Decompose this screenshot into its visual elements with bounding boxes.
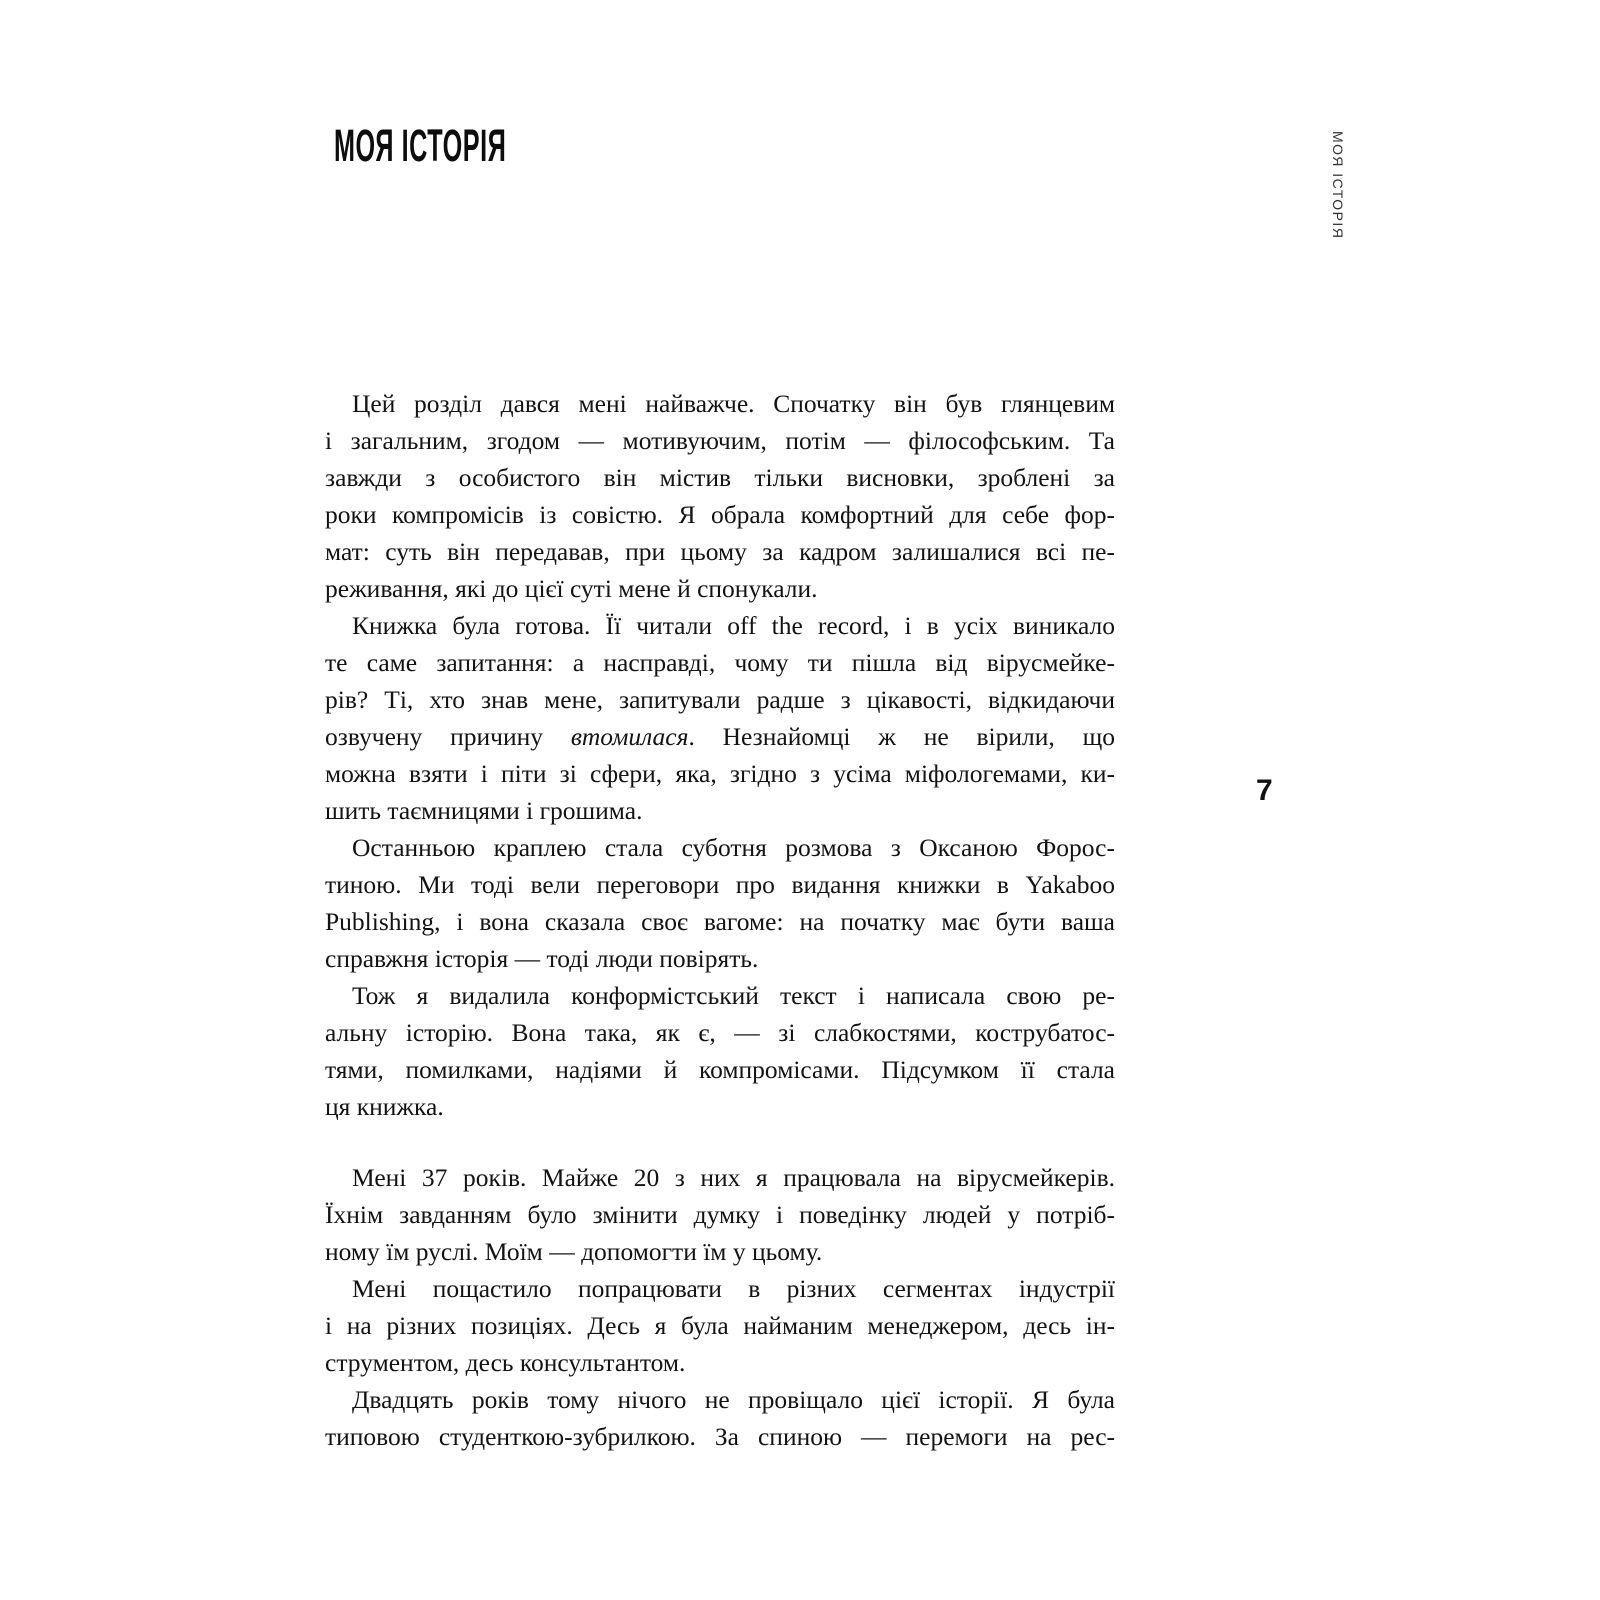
text-line: Двадцять років тому нічого не провіщало цієї історії. Я була bbox=[352, 1385, 1115, 1414]
text-line: типовою студенткою-зубрилкою. За спиною — перемоги на рес- bbox=[325, 1422, 1115, 1451]
text-line: завжди з особистого він містив тільки висновки, зроблені за bbox=[325, 463, 1115, 492]
text-line: Publishing, і вона сказала своє вагоме: на початку має бути ваша bbox=[325, 907, 1115, 936]
page-number: 7 bbox=[1256, 774, 1273, 807]
text-line: Останньою краплею стала суботня розмова з Оксаною Форос- bbox=[352, 833, 1115, 862]
text-line: можна взяти і піти зі сфери, яка, згідно з усіма міфологемами, ки- bbox=[325, 759, 1115, 788]
running-head-vertical: МОЯ ІСТОРІЯ bbox=[1330, 131, 1346, 240]
text-line: реживання, які до цієї суті мене й спонукали. bbox=[325, 574, 818, 603]
text-line: те саме запитання: а насправді, чому ти пішла від вірусмейке- bbox=[325, 648, 1115, 677]
paragraph bbox=[325, 1270, 1115, 1381]
text-line: озвучену причину втомилася. Незнайомці ж не вірили, що bbox=[325, 722, 1115, 751]
text-line: ця книжка. bbox=[325, 1092, 444, 1121]
paragraph bbox=[325, 1381, 1115, 1455]
paragraph bbox=[325, 607, 1115, 829]
paragraph bbox=[325, 829, 1115, 977]
text-line: альну історію. Вона така, як є, — зі слабкостями, кострубатос- bbox=[325, 1018, 1115, 1047]
text-line: рів? Ті, хто знав мене, запитували радше з цікавості, відкидаючи bbox=[325, 685, 1115, 714]
text-line: тиною. Ми тоді вели переговори про видання книжки в Yakaboo bbox=[325, 870, 1115, 899]
text-line: справжня історія — тоді люди повірять. bbox=[325, 944, 759, 973]
text-line: і на різних позиціях. Десь я була найманим менеджером, десь ін- bbox=[325, 1311, 1115, 1340]
text-line: ному їм руслі. Моїм — допомогти їм у цьому. bbox=[325, 1237, 823, 1266]
text-line: Їхнім завданням було змінити думку і поведінку людей у потріб- bbox=[325, 1200, 1115, 1229]
paragraph bbox=[325, 385, 1115, 607]
text-line: мат: суть він передавав, при цьому за кадром залишалися всі пе- bbox=[325, 537, 1115, 566]
text-line: і загальним, згодом — мотивуючим, потім — філософським. Та bbox=[325, 426, 1115, 455]
text-line: Мені 37 років. Майже 20 з них я працювала на вірусмейкерів. bbox=[352, 1163, 1115, 1192]
text-line: Тож я видалила конформістський текст і написала свою ре- bbox=[352, 981, 1115, 1010]
text-line: Книжка була готова. Її читали off the record, і в усіх виникало bbox=[352, 611, 1115, 640]
chapter-title: МОЯ ІСТОРІЯ bbox=[334, 120, 507, 171]
text-line: струментом, десь консультантом. bbox=[325, 1348, 686, 1377]
paragraph bbox=[325, 1159, 1115, 1270]
text-line: Цей розділ дався мені найважче. Спочатку він був глянцевим bbox=[352, 389, 1115, 418]
text-line: тями, помилками, надіями й компромісами. Підсумком її стала bbox=[325, 1055, 1115, 1084]
paragraph bbox=[325, 977, 1115, 1125]
text-line: Мені пощастило попрацювати в різних сегментах індустрії bbox=[352, 1274, 1115, 1303]
text-line: роки компромісів із совістю. Я обрала комфортний для себе фор- bbox=[325, 500, 1115, 529]
body-text-column bbox=[325, 385, 1115, 1455]
text-line: шить таємницями і грошима. bbox=[325, 796, 643, 825]
